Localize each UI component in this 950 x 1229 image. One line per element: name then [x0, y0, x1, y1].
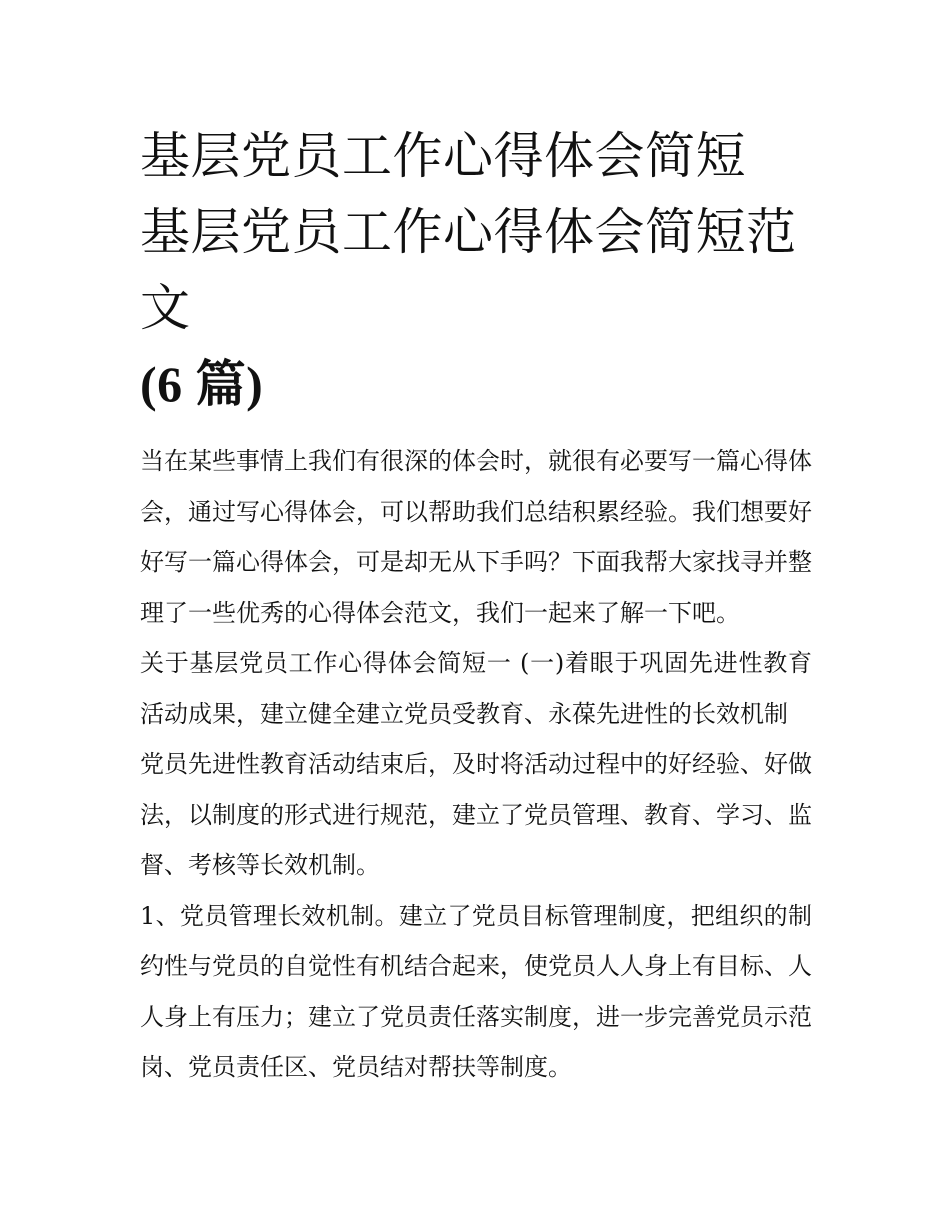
- document-title: [140, 118, 812, 422]
- document-title-main: 基层党员工作心得体会简短 基层党员工作心得体会简短范文: [140, 127, 797, 337]
- intro-paragraph: 当在某些事情上我们有很深的体会时，就很有必要写一篇心得体会，通过写心得体会，可以帮助我们总结积累经验。我们想要好好写一篇心得体会，可是却无从下手吗？下面我帮大家找寻并整理了一些优秀的心得体会范文，我们一起来了解一下吧。: [140, 447, 812, 627]
- section-heading-paragraph: 关于基层党员工作心得体会简短一 (一)着眼于巩固先进性教育活动成果，建立健全建立党员受教育、永葆先进性的长效机制: [140, 649, 812, 728]
- list-item-paragraph: 1、党员管理长效机制。建立了党员目标管理制度，把组织的制约性与党员的自觉性有机结合起来，使党员人人身上有目标、人人身上有压力；建立了党员责任落实制度，进一步完善党员示范岗、党员责任区、党员结对帮扶等制度。: [140, 901, 812, 1081]
- document-title-suffix: (6 篇): [140, 356, 264, 412]
- body-paragraph: 党员先进性教育活动结束后，及时将活动过程中的好经验、好做法，以制度的形式进行规范，建立了党员管理、教育、学习、监督、考核等长效机制。: [140, 750, 812, 879]
